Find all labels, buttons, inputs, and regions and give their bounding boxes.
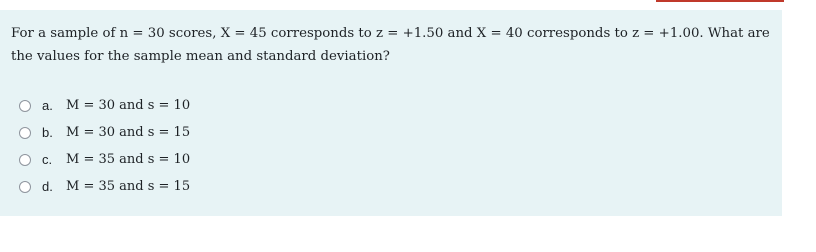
answer-option-d[interactable] <box>19 173 190 200</box>
answer-text-a[interactable]: M = 30 and s = 10 <box>66 98 191 113</box>
radio-button-a[interactable] <box>19 100 31 112</box>
radio-button-c[interactable] <box>19 154 31 166</box>
answer-letter-c: c. <box>42 152 53 167</box>
answer-letter-a: a. <box>42 98 53 113</box>
top-accent-bar <box>656 0 784 2</box>
answer-text-b[interactable]: M = 30 and s = 15 <box>66 125 191 140</box>
radio-button-d[interactable] <box>19 181 31 193</box>
question-text: For a sample of n = 30 scores, X = 45 corresponds to z = +1.50 and X = 40 corresponds to z = +1.00. What are the values for the sample mean and standard deviation? <box>11 26 770 64</box>
answer-option-a[interactable] <box>19 92 190 119</box>
radio-button-b[interactable] <box>19 127 31 139</box>
answer-text-d[interactable]: M = 35 and s = 15 <box>66 179 191 194</box>
answer-letter-b: b. <box>42 125 53 140</box>
answer-option-b[interactable] <box>19 119 190 146</box>
question-card <box>0 10 782 216</box>
answer-letter-d: d. <box>42 179 53 194</box>
answer-option-c[interactable] <box>19 146 190 173</box>
answer-options <box>19 92 190 200</box>
answer-text-c[interactable]: M = 35 and s = 10 <box>66 152 191 167</box>
